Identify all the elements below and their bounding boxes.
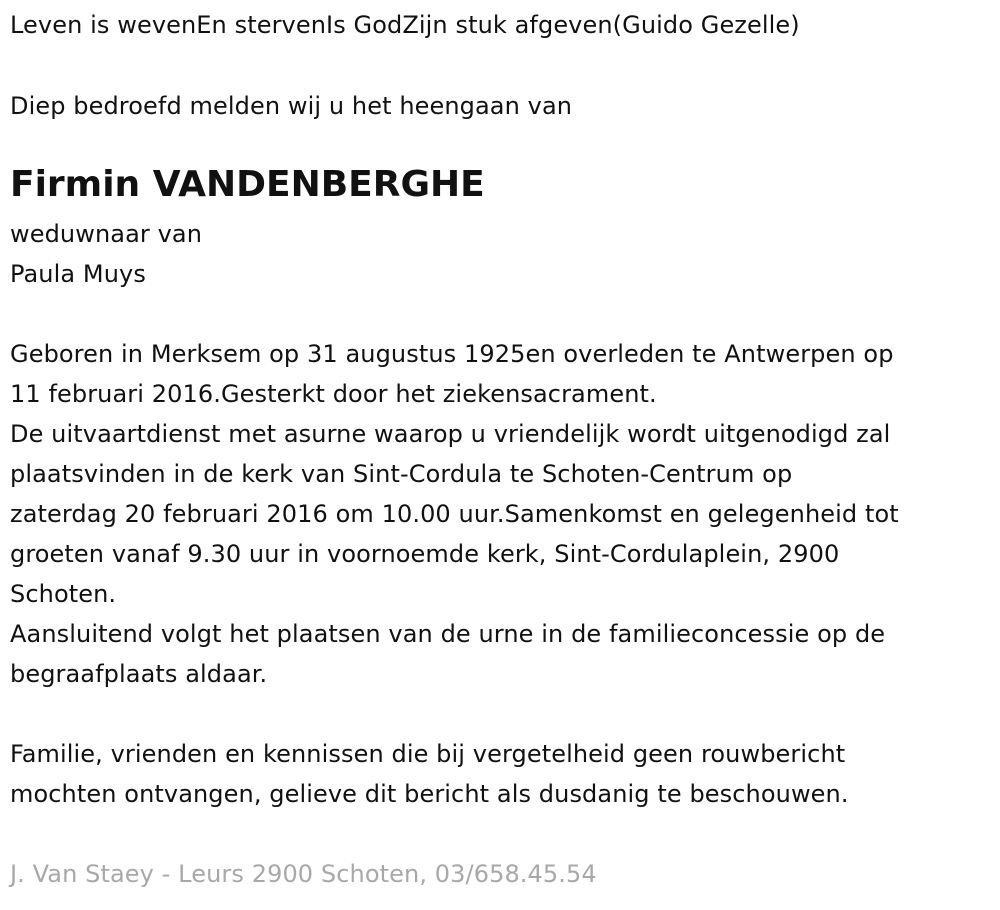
family-line: Familie, vrienden en kennissen die bij vergetelheid geen rouwbericht xyxy=(10,740,846,768)
family-message xyxy=(10,734,849,814)
relation-text: weduwnaar van xyxy=(10,220,203,248)
intro-text: Diep bedroefd melden wij u het heengaan van xyxy=(10,92,573,120)
body-line: 11 februari 2016.Gesterkt door het ziekensacrament. xyxy=(10,380,657,408)
body-line: begraafplaats aldaar. xyxy=(10,660,268,688)
body-line: De uitvaartdienst met asurne waarop u vriendelijk wordt uitgenodigd zal xyxy=(10,420,891,448)
body-line: zaterdag 20 februari 2016 om 10.00 uur.Samenkomst en gelegenheid tot xyxy=(10,500,899,528)
epigraph-quote: Leven is wevenEn stervenIs GodZijn stuk afgeven(Guido Gezelle) xyxy=(10,11,800,39)
body-line: Geboren in Merksem op 31 augustus 1925en overleden te Antwerpen op xyxy=(10,340,894,368)
body-line: plaatsvinden in de kerk van Sint-Cordula te Schoten-Centrum op xyxy=(10,460,793,488)
funeral-home-contact: J. Van Staey - Leurs 2900 Schoten, 03/658.45.54 xyxy=(10,860,597,888)
body-line: Schoten. xyxy=(10,580,117,608)
family-line: mochten ontvangen, gelieve dit bericht als dusdanig te beschouwen. xyxy=(10,780,849,808)
body-line: Aansluitend volgt het plaatsen van de urne in de familieconcessie op de xyxy=(10,620,886,648)
spouse-name: Paula Muys xyxy=(10,260,146,288)
funeral-details xyxy=(10,334,899,694)
body-line: groeten vanaf 9.30 uur in voornoemde kerk, Sint-Cordulaplein, 2900 xyxy=(10,540,840,568)
deceased-name: Firmin VANDENBERGHE xyxy=(10,164,485,205)
